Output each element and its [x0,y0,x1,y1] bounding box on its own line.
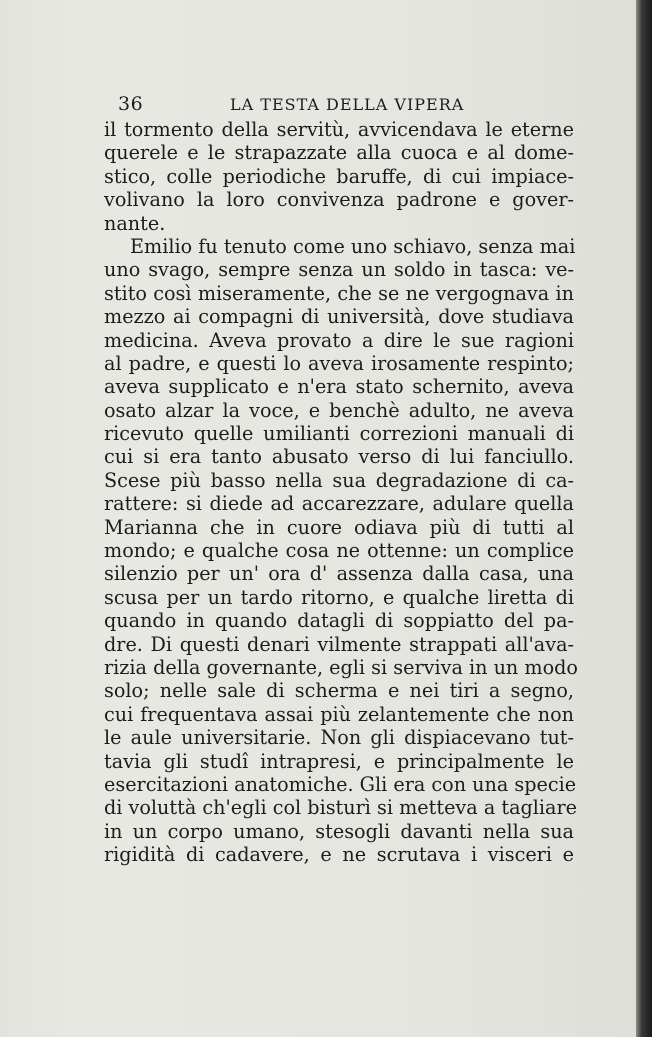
text-line: Emilio fu tenuto come uno schiavo, senza mai [130,234,576,258]
text-line: aveva supplicato e n'era stato schernito, aveva [104,375,574,399]
text-line: silenzio per un' ora d' assenza dalla casa, una [104,562,574,586]
text-line: stico, colle periodiche baruffe, di cui impiace- [104,164,574,188]
text-line: Marianna che in cuore odiava più di tutti al [104,515,574,539]
text-line: di voluttà ch'egli col bisturì si metteva a tagliare [104,796,578,820]
text-line: osato alzar la voce, e benchè adulto, ne aveva [104,398,574,422]
text-line: al padre, e questi lo aveva irosamente respinto; [104,351,574,375]
text-line: in un corpo umano, stesogli davanti nella sua [104,819,574,843]
text-line: scusa per un tardo ritorno, e qualche liretta di [104,585,574,609]
body-text [104,118,578,867]
text-line: tavia gli studî intrapresi, e principalmente le [104,749,574,773]
text-line: rattere: si diede ad accarezzare, adulare quella [104,492,574,516]
text-line: stito così miseramente, che se ne vergognava in [104,281,574,305]
text-line: le aule universitarie. Non gli dispiacevano tut- [104,726,574,750]
text-line: querele e le strapazzate alla cuoca e al dome- [104,141,574,165]
text-line: ricevuto quelle umilianti correzioni manuali di [104,422,574,446]
text-line: cui frequentava assai più zelantemente che non [104,702,574,726]
page-edge-shadow [636,0,652,1037]
text-line: mondo; e qualche cosa ne ottenne: un complice [104,539,574,563]
text-line: il tormento della servitù, avvicendava le eterne [104,118,574,141]
text-line: rigidità di cadavere, e ne scrutava i visceri e [104,843,574,867]
text-line: uno svago, sempre senza un soldo in tasca: ve- [104,258,574,282]
text-line: mezzo ai compagni di università, dove studiava [104,305,574,329]
text-line: Scese più basso nella sua degradazione di ca- [104,468,574,492]
running-title: LA TESTA DELLA VIPERA [230,95,465,114]
text-line: medicina. Aveva provato a dire le sue ragioni [104,328,574,352]
text-line: rizia della governante, egli si serviva in un modo [104,655,578,679]
text-line: volivano la loro convivenza padrone e gover- [104,188,574,212]
text-line: cui si era tanto abusato verso di lui fanciullo. [104,445,574,469]
text-line: nante. [104,211,166,235]
text-line: dre. Di questi denari vilmente strappati all'ava- [104,632,574,656]
page-header [118,93,583,115]
text-line: solo; nelle sale di scherma e nei tiri a segno, [104,679,574,703]
text-line: quando in quando datagli di soppiatto del pa- [104,609,574,633]
text-line: esercitazioni anatomiche. Gli era con una specie [104,772,577,796]
page-number: 36 [118,93,144,115]
